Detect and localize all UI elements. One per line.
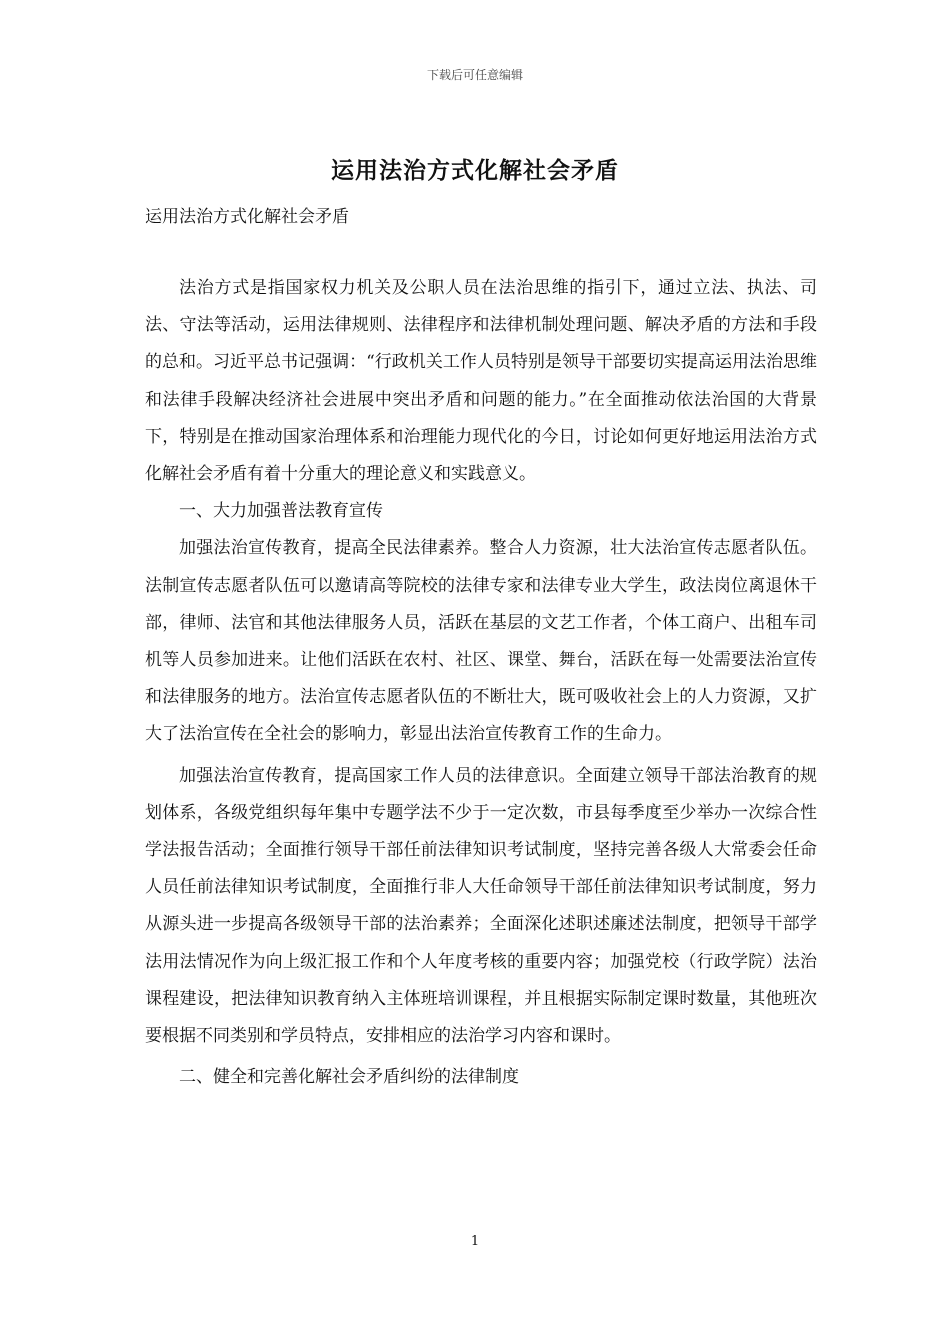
section-heading-2: 二、健全和完善化解社会矛盾纠纷的法律制度 <box>179 1067 519 1088</box>
paragraph-section1-b: 加强法治宣传教育，提高国家工作人员的法律意识。全面建立领导干部法治教育的规划体系，各级党组织每年集中专题学法不少于一定次数，市县每季度至少举办一次综合性学法报告活动；全面推行领导干部任前法律知识考试制度，坚持完善各级人大常委会任命人员任前法律知识考试制度，全面推行非人大任命领导干部任前法律知识考试制度，努力从源头进一步提高各级领导干部的法治素养；全面深化述职述廉述法制度，把领导干部学法用法情况作为向上级汇报工作和个人年度考核的重要内容；加强党校（行政学院）法治课程建设，把法律知识教育纳入主体班培训课程，并且根据实际制定课时数量，其他班次要根据不同类别和学员特点，安排相应的法治学习内容和课时。 <box>145 765 817 1047</box>
section-heading-1: 一、大力加强普法教育宣传 <box>179 501 383 522</box>
paragraph-intro: 法治方式是指国家权力机关及公职人员在法治思维的指引下，通过立法、执法、司法、守法等活动，运用法律规则、法律程序和法律机制处理问题、解决矛盾的方法和手段的总和。习近平总书记强调：“行政机关工作人员特别是领导干部要切实提高运用法治思维和法律手段解决经济社会进展中突出矛盾和问题的能力。”在全面推动依法治国的大背景下，特别是在推动国家治理体系和治理能力现代化的今日，讨论如何更好地运用法治方式化解社会矛盾有着十分重大的理论意义和实践意义。 <box>145 278 817 485</box>
document-subtitle: 运用法治方式化解社会矛盾 <box>145 207 349 227</box>
document-title: 运用法治方式化解社会矛盾 <box>331 157 619 184</box>
page-number: 1 <box>470 1234 480 1249</box>
paragraph-section1-a: 加强法治宣传教育，提高全民法律素养。整合人力资源，壮大法治宣传志愿者队伍。法制宣传志愿者队伍可以邀请高等院校的法律专家和法律专业大学生，政法岗位离退休干部，律师、法官和其他法律服务人员，活跃在基层的文艺工作者，个体工商户、出租车司机等人员参加进来。让他们活跃在农村、社区、课堂、舞台，活跃在每一处需要法治宣传和法律服务的地方。法治宣传志愿者队伍的不断壮大，既可吸收社会上的人力资源，又扩大了法治宣传在全社会的影响力，彰显出法治宣传教育工作的生命力。 <box>145 538 817 745</box>
document-body <box>145 270 817 1096</box>
page-header-note: 下载后可任意编辑 <box>426 68 523 82</box>
